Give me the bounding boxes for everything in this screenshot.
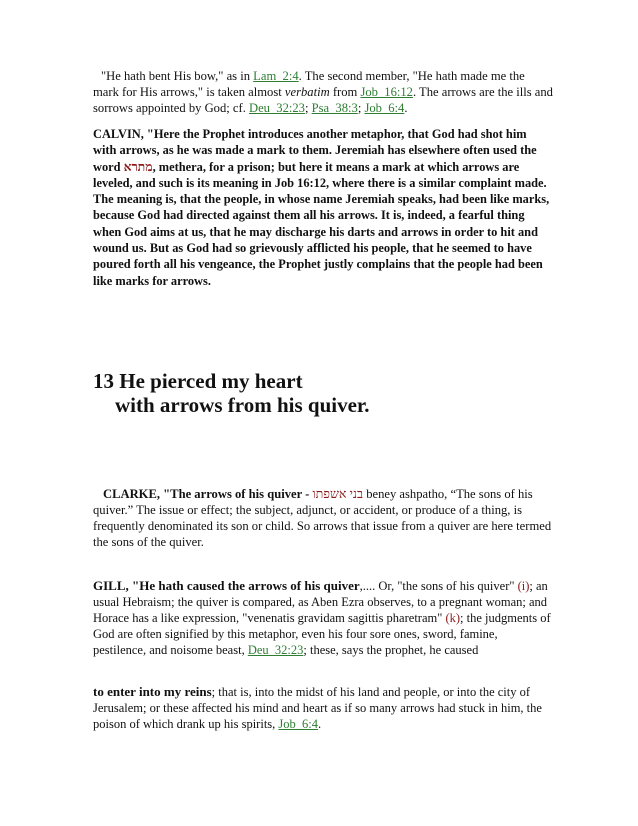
gill-commentary [93, 578, 553, 658]
ref-link-lam-2-4[interactable]: Lam_2:4 [253, 69, 299, 83]
ref-link-psa-38-3[interactable]: Psa_38:3 [311, 101, 358, 115]
text-run: . [404, 101, 408, 115]
text-run: . [318, 717, 322, 731]
text-run: . The arrows are the ills and sorrows appointed by God; cf. [93, 85, 553, 115]
reins-label: to enter into my reins [93, 684, 212, 699]
italic-word: verbatim [284, 85, 330, 99]
ref-link-job-6-4[interactable]: Job_6:4 [364, 101, 405, 115]
text-run: ; [304, 101, 312, 115]
text-run: ; an usual Hebraism; the quiver is compared, as Aben Ezra observes, to a pregnant woman; and Horace has a like expression, "venenatis gravidam sagittis pharetram" [93, 579, 548, 625]
hebrew-word: מתרא [123, 159, 153, 174]
clarke-commentary [93, 486, 553, 550]
gill-label: GILL, "He hath caused the arrows of his quiver [93, 578, 360, 593]
verse-line-1: 13 He pierced my heart [93, 369, 303, 393]
intro-paragraph [93, 68, 553, 116]
verse-heading [93, 369, 370, 417]
verse-line-2: with arrows from his quiver. [115, 393, 370, 417]
text-run: . The second member, "He hath made me the mark for His arrows," is taken almost [93, 69, 525, 99]
text-run: , methera, for a prison; but here it means a mark at which arrows are leveled, and such is its meaning in Job 16:12, where there is a similar complaint made. The meaning is, that the people, in whose name Jeremiah speaks, had been like marks, because God had directed against them all his arrows. It is, indeed, a fearful thing when God aims at us, that he may discharge his darts and arrows in order to hit and wound us. But as God had so grievously afflicted his people, that he seemed to have poured forth all his vengeance, the Prophet justly complains that the people had been like marks for arrows. [93, 159, 550, 288]
text-run: "He hath bent His bow," as in [101, 69, 254, 83]
ref-link-deu-32-23[interactable]: Deu_32:23 [249, 101, 305, 115]
footnote-ref-k[interactable]: (k) [445, 611, 461, 625]
reins-paragraph [93, 684, 553, 732]
text-run: CALVIN, "Here the Prophet introduces another metaphor, that God had shot him with arrows, as he was made a mark to them. Jeremiah has elsewhere often used the word [93, 127, 537, 174]
text-run: ; that is, into the midst of his land and people, or into the city of Jerusalem; or these affected his mind and heart as if so many arrows had stuck in him, the poison of which drank up his spirits, [93, 685, 542, 731]
text-run: from [329, 85, 361, 99]
hebrew-phrase: בני אשפתו [312, 487, 364, 501]
text-run: ,.... Or, "the sons of his quiver" [359, 579, 518, 593]
text-run: ; the judgments of God are often signified by this metaphor, even his four sore ones, sword, famine, pestilence, and noisome beast, [93, 611, 551, 657]
footnote-ref-i[interactable]: (i) [517, 579, 530, 593]
ref-link-job-6-4[interactable]: Job_6:4 [278, 717, 319, 731]
clarke-label: CLARKE, "The arrows of his quiver - [103, 487, 313, 501]
calvin-commentary [93, 126, 553, 289]
ref-link-job-16-12[interactable]: Job_16:12 [360, 85, 413, 99]
text-run: beney ashpatho, “The sons of his quiver.” The issue or effect; the subject, adjunct, or accident, or produce of a thing, is frequently denominated its son or child. So arrows that issue from a quiver are here termed the sons of the quiver. [93, 487, 552, 549]
ref-link-deu-32-23[interactable]: Deu_32:23 [247, 643, 304, 657]
text-run: ; these, says the prophet, he caused [303, 643, 479, 657]
text-run: ; [357, 101, 365, 115]
